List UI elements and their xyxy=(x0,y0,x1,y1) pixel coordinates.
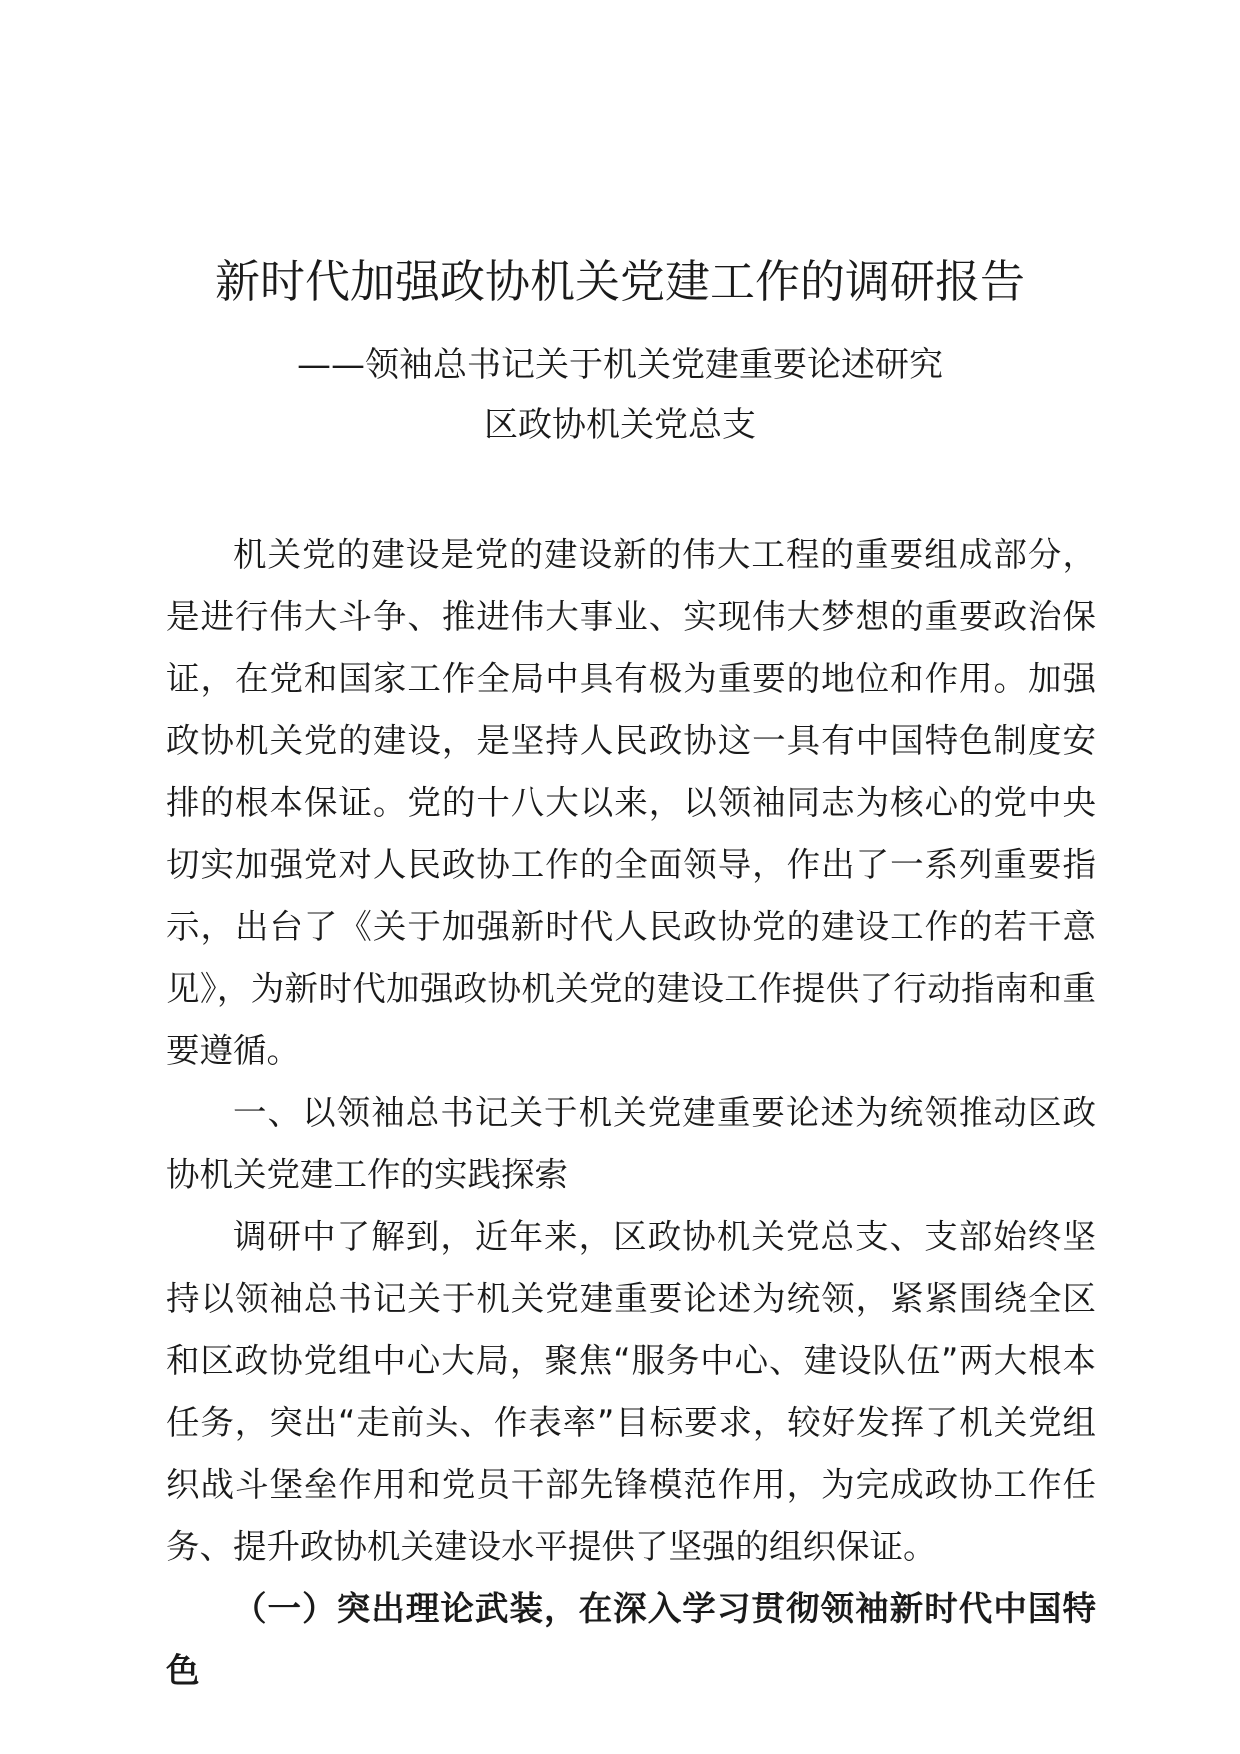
document-subtitle: ——领袖总书记关于机关党建重要论述研究 xyxy=(297,345,943,385)
document-body xyxy=(166,524,1096,1702)
document-title: 新时代加强政协机关党建工作的调研报告 xyxy=(214,255,1025,308)
section-1-paragraph: 调研中了解到，近年来，区政协机关党总支、支部始终坚持以领袖总书记关于机关党建重要论述为统领，紧紧围绕全区和区政协党组中心大局，聚焦“服务中心、建设队伍”两大根本任务，突出“走前头、作表率”目标要求，较好发挥了机关党组织战斗堡垒作用和党员干部先锋模范作用，为完成政协工作任务、提升政协机关建设水平提供了坚强的组织保证。 xyxy=(166,1217,1096,1566)
document-author: 区政协机关党总支 xyxy=(484,405,756,445)
intro-paragraph: 机关党的建设是党的建设新的伟大工程的重要组成部分，是进行伟大斗争、推进伟大事业、实现伟大梦想的重要政治保证，在党和国家工作全局中具有极为重要的地位和作用。加强政协机关党的建设，是坚持人民政协这一具有中国特色制度安排的根本保证。党的十八大以来，以领袖同志为核心的党中央切实加强党对人民政协工作的全面领导，作出了一系列重要指示，出台了《关于加强新时代人民政协党的建设工作的若干意见》，为新时代加强政协机关党的建设工作提供了行动指南和重要遵循。 xyxy=(166,535,1096,1070)
subsection-heading-1: （一）突出理论武装，在深入学习贯彻领袖新时代中国特色 xyxy=(166,1589,1096,1690)
section-heading-1: 一、以领袖总书记关于机关党建重要论述为统领推动区政协机关党建工作的实践探索 xyxy=(166,1093,1096,1194)
